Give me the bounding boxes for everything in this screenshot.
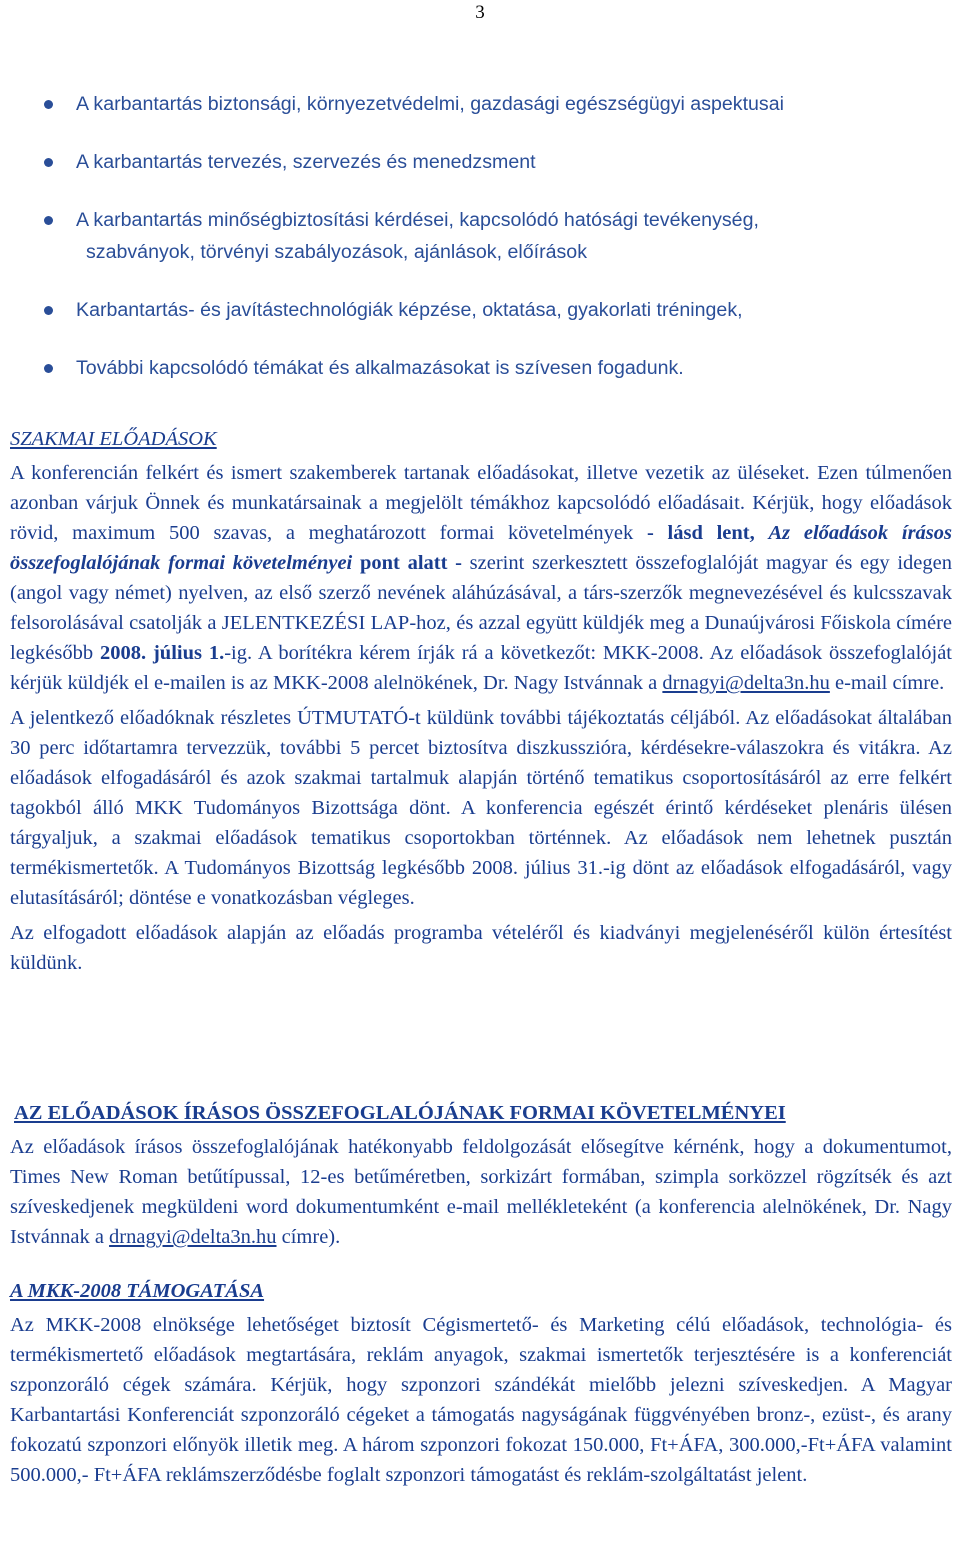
bullet-icon xyxy=(44,158,53,167)
list-item xyxy=(40,204,940,236)
bullet-icon xyxy=(44,364,53,373)
topic-list xyxy=(40,88,940,410)
bullet-icon xyxy=(44,216,53,225)
email-link[interactable]: drnagyi@delta3n.hu xyxy=(662,672,830,694)
heading-text: AZ ELŐADÁSOK ÍRÁSOS ÖSSZEFOGLALÓJÁNAK FORMAI KÖVETELMÉNYEI xyxy=(14,1102,786,1124)
list-item-text: szabványok, törvényi szabályozások, ajánlások, előírások xyxy=(86,241,587,263)
list-item-text: A karbantartás biztonsági, környezetvédelmi, gazdasági egészségügyi aspektusai xyxy=(76,93,784,115)
paragraph xyxy=(10,458,952,698)
list-item-continuation xyxy=(40,236,940,268)
email-link[interactable]: drnagyi@delta3n.hu xyxy=(109,1226,277,1248)
bullet-icon xyxy=(44,100,53,109)
section-szakmai-eloadasok xyxy=(10,424,952,978)
paragraph xyxy=(10,1132,952,1252)
list-item xyxy=(40,88,940,120)
heading-text: A MKK-2008 TÁMOGATÁSA xyxy=(10,1280,265,1302)
section-heading xyxy=(10,424,952,454)
list-item-text: További kapcsolódó témákat és alkalmazásokat is szívesen fogadunk. xyxy=(76,357,684,379)
section-tamogatas xyxy=(10,1276,952,1490)
paragraph-text: címre). xyxy=(276,1226,341,1248)
deadline-date: 2008. július 1. xyxy=(99,642,225,664)
paragraph-text: Az előadások írásos összefoglalójának hatékonyabb feldolgozását elősegítve kérnénk, hogy a dokumentumot, Times New Roman betűtípussal, 12-es betűméretben, sorkizárt formában, szimpla sorközzel rögzítsék és azt szíveskedjenek megküldeni word dokumentumként e-mail mellékleteként (a konferencia alelnökének, Dr. Nagy Istvánnak a xyxy=(10,1136,952,1248)
section-heading xyxy=(10,1098,952,1128)
list-item xyxy=(40,352,940,384)
paragraph-text: -ig. A borítékra kérem írják rá a következőt: MKK-2008. Az előadások összefoglalóját kérjük küldjék el e-mailen is az MKK-2008 alelnökének, Dr. Nagy Istvánnak a xyxy=(10,642,952,694)
list-item-text: A karbantartás minőségbiztosítási kérdései, kapcsolódó hatósági tevékenység, xyxy=(76,209,759,231)
section-formai-kovetelmenyek xyxy=(10,1098,952,1252)
paragraph: Az MKK-2008 elnöksége lehetőséget biztosít Cégismertető- és Marketing célú előadások, technológia- és termékismertető előadások megtartására, reklám anyagok, szakmai ismertetők terjesztésére is a konferenciát szponzoráló cégek számára. Kérjük, hogy szponzori szándékát mielőbb jelezni szíveskedjen. A Magyar Karbantartási Konferenciát szponzoráló cégeket a támogatás nagyságának függvényében bronz-, ezüst-, és arany fokozatú szponzori előnyök illetik meg. A három szponzori fokozat 150.000, Ft+ÁFA, 300.000,-Ft+ÁFA valamint 500.000,- Ft+ÁFA reklámszerződésbe foglalt szponzori támogatást és reklám-szolgáltatást jelent. xyxy=(10,1314,952,1486)
paragraph-bold-italic: Az előadások írásos összefoglalójának formai követelményei xyxy=(10,522,952,574)
list-item-text: Karbantartás- és javítástechnológiák képzése, oktatása, gyakorlati tréningek, xyxy=(76,299,743,321)
paragraph-bold: pont alatt - xyxy=(352,552,462,574)
paragraph-text: e-mail címre. xyxy=(829,672,945,694)
paragraph: Az elfogadott előadások alapján az előadás programba vételéről és kiadványi megjelenéséről külön értesítést küldünk. xyxy=(10,922,952,974)
page-number: 3 xyxy=(475,2,485,23)
paragraph-bold: - lásd lent, xyxy=(646,522,769,544)
bullet-icon xyxy=(44,306,53,315)
section-heading xyxy=(10,1276,952,1306)
list-item xyxy=(40,146,940,178)
list-item-text: A karbantartás tervezés, szervezés és menedzsment xyxy=(76,151,536,173)
paragraph-text: szerint szerkesztett összefoglalóját magyar és egy idegen (angol vagy német) nyelven, az első szerző nevének aláhúzásával, a társ-szerzők megnevezésével és kulcsszavak felsorolásával csatolják a JELENTKEZÉSI LAP-hoz, és azzal együtt küldjék meg a Dunaújvárosi Főiskola címére legkésőbb xyxy=(10,552,952,664)
list-item xyxy=(40,294,940,326)
paragraph: A jelentkező előadóknak részletes ÚTMUTATÓ-t küldünk további tájékoztatás céljából. Az előadásokat általában 30 perc időtartamra tervezzük, további 5 percet biztosítva diszkusszióra, kérdésekre-válaszokra és vitákra. Az előadások elfogadásáról és azok szakmai tartalmuk alapján történő tematikus csoportosításáról az erre felkért tagokból álló MKK Tudományos Bizottsága dönt. A konferencia egészét érintő kérdéseket plenáris ülésen tárgyaljuk, a szakmai előadások tematikus csoportokban történnek. Az előadások nem lehetnek pusztán termékismertetők. A Tudományos Bizottság legkésőbb 2008. július 31.-ig dönt az előadások elfogadásáról, vagy elutasításáról; döntése e vonatkozásban végleges. xyxy=(10,707,952,909)
paragraph-text: A konferencián felkért és ismert szakemberek tartanak előadásokat, illetve vezetik az üléseket. Ezen túlmenően azonban várjuk Önnek és munkatársainak a megjelölt témákhoz kapcsolódó előadásait. Kérjük, hogy előadások rövid, maximum 500 szavas, a meghatározott formai követelmények xyxy=(10,462,952,544)
heading-text: SZAKMAI ELŐADÁSOK xyxy=(10,428,217,450)
